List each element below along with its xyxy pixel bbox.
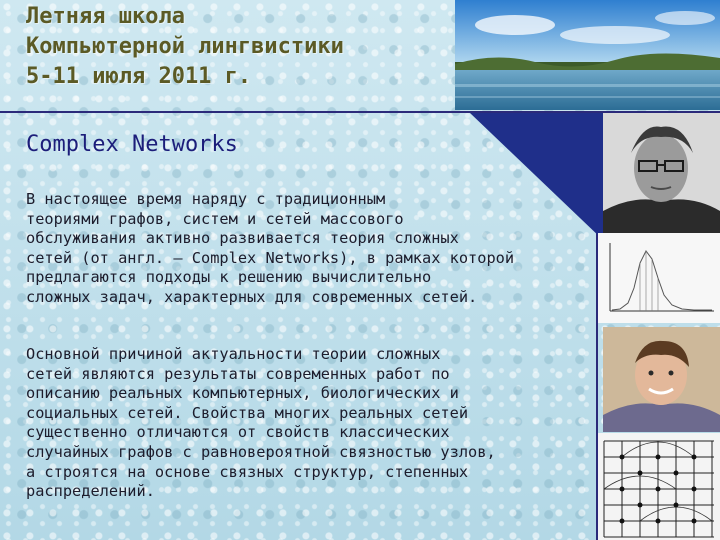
p1-line: В настоящее время наряду с традиционным [26,190,386,208]
portrait-photo-1 [603,113,720,235]
lake-photo [455,0,720,110]
p1-line: теориями графов, систем и сетей массового [26,209,404,228]
p2-line: описанию реальных компьютерных, биологических и [26,384,459,403]
paragraph-intro [26,190,566,308]
title-line-3: 5-11 июля 2011 г. [26,64,252,89]
school-title [26,2,456,92]
p1-line: предлагаются подходы к решению вычислительно [26,268,432,287]
p2-line: социальных сетей. Свойства многих реальных сетей [26,403,469,422]
p1-line: сложных задач, характерных для современных сетей. [26,287,478,306]
title-line-1: Летняя школа [26,4,185,29]
title-line-2: Компьютерной лингвистики [26,34,344,59]
p2-line: распределений. [26,482,155,501]
p1-line: обслуживания активно развивается теория сложных [26,229,459,248]
section-title: Complex Networks [26,132,238,157]
portrait-photo-2 [603,327,720,432]
p2-line: случайных графов с равновероятной связностью узлов, [26,442,496,461]
paragraph-reasons [26,345,566,502]
p2-line: существенно отличаются от свойств классических [26,423,450,442]
p2-line: Основной причиной актуальности теории сложных [26,345,441,363]
p1-line: сетей (от англ. – Complex Networks), в рамках которой [26,248,515,267]
degree-distribution-chart [598,233,720,323]
lattice-network-graph [598,433,720,540]
p2-line: сетей являются результаты современных работ по [26,364,450,383]
p2-line: а строятся на основе связных структур, степенных [26,462,469,481]
